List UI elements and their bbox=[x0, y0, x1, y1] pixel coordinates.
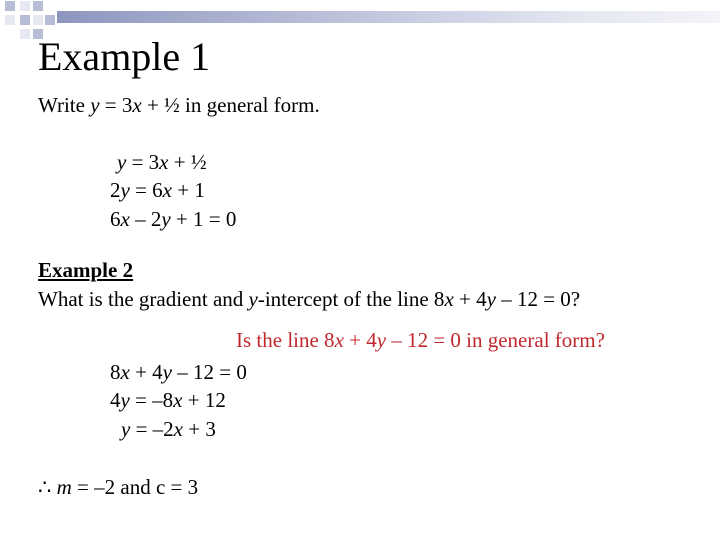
therefore-symbol: ∴ bbox=[38, 475, 52, 499]
example2-step-3: y = –2x + 3 bbox=[121, 417, 216, 441]
slide-title: Example 1 bbox=[38, 34, 211, 79]
example1-step-3: 6x – 2y + 1 = 0 bbox=[110, 207, 237, 231]
deco-square bbox=[45, 15, 55, 25]
deco-square bbox=[5, 1, 15, 11]
deco-square bbox=[20, 29, 30, 39]
example2-check-question: Is the line 8x + 4y – 12 = 0 in general form? bbox=[236, 328, 605, 352]
deco-square bbox=[33, 1, 43, 11]
example2-conclusion: ∴ m = –2 and c = 3 bbox=[38, 475, 199, 499]
example2-heading: Example 2 bbox=[38, 258, 134, 282]
example1-prompt: Write y = 3x + ½ in general form. bbox=[38, 93, 320, 117]
example1-step-1: y = 3x + ½ bbox=[117, 150, 207, 174]
example2-step-1: 8x + 4y – 12 = 0 bbox=[110, 360, 247, 384]
example1-step-2: 2y = 6x + 1 bbox=[110, 178, 205, 202]
deco-square bbox=[5, 15, 15, 25]
example2-step-2: 4y = –8x + 12 bbox=[110, 388, 226, 412]
deco-square bbox=[33, 15, 43, 25]
example2-question: What is the gradient and y-intercept of the line 8x + 4y – 12 = 0? bbox=[38, 287, 581, 311]
header-gradient-bar bbox=[57, 11, 720, 23]
deco-square bbox=[20, 15, 30, 25]
deco-square bbox=[20, 1, 30, 11]
